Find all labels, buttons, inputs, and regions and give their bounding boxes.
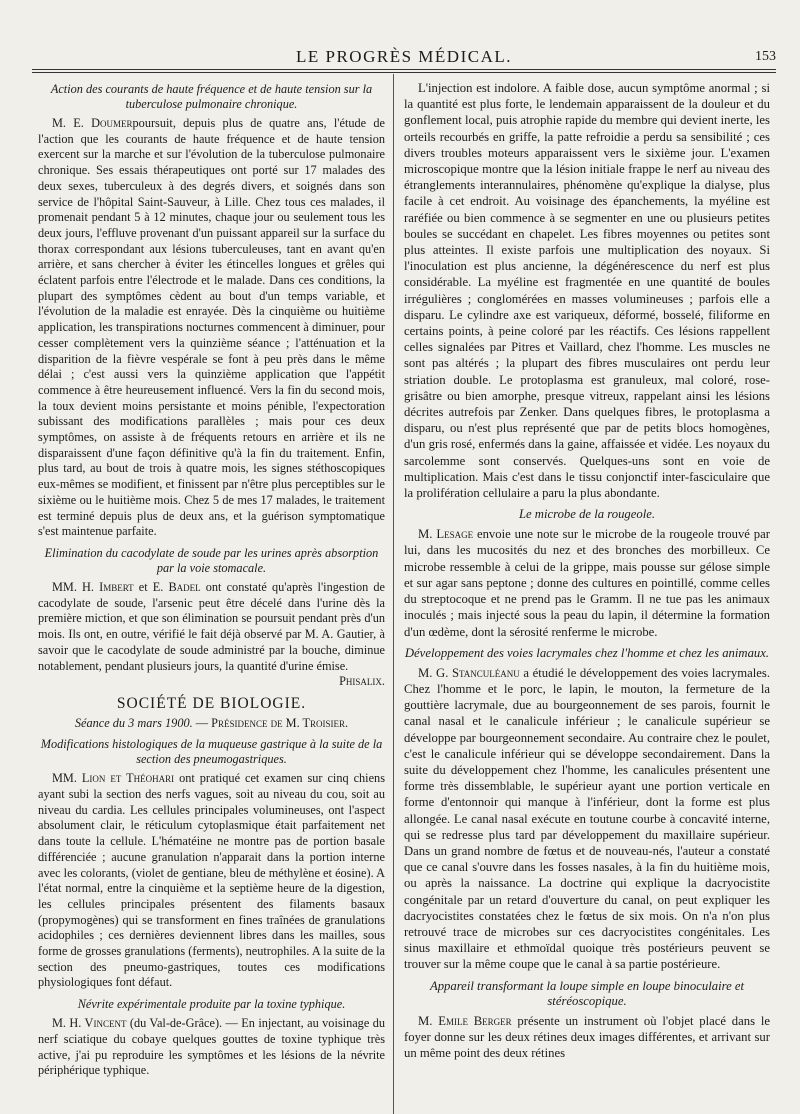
author-name: MM. Lion et Théohari — [52, 771, 175, 786]
section-title: Développement des voies lacrymales chez l'homme et chez les animaux. — [404, 645, 770, 660]
author-name: M. E. Doumer — [52, 116, 133, 130]
header-rule — [32, 69, 776, 70]
section-title: Elimination du cacodylate de soude par les urines après absorption par la voie stomacale. — [44, 545, 379, 575]
paragraph — [38, 771, 385, 991]
paragraph — [38, 580, 385, 674]
author-name: M. Emile Berger — [418, 1013, 512, 1028]
paragraph — [404, 1013, 770, 1062]
signature: Phisalix. — [339, 674, 385, 689]
author-name: M. H. Vincent — [52, 1016, 127, 1031]
paragraph-text: poursuit, depuis plus de quatre ans, l'étude de l'action que les courants de haute fréquence et de haute tension exercent sur la marche et sur l'évolution de la tuberculose pulmonaire chronique. Ses essais thérapeutiques ont porté sur 17 malades des deux sexes, tuberculeux à des degrés divers, et soignés dans son service de l'hôpital Saint-Sauveur, à Lille. Chez tous ces malades, il promenait pendant 5 à 12 minutes, chaque jour ou seulement tous les deux jours, l'effluve provenant d'un puissant appareil sur la surface du thorax correspondant aux lésions tuberculeuses, tant en avant qu'en arrière, et sans chercher à éviter les étincelles longues et grêles qui éclatent parfois entre l'électrode et le malade. Dans ces conditions, la plupart des symptômes cèdent au bout d'un temps variable, et l'évolution de la maladie est enrayée. Dès la cinquième ou huitième application, les transpirations nocturnes commencent à diminuer, pour cesser complètement vers la quinzième séance ; l'atténuation et la disparition de la fièvre vespérale se font à peu près dans le même délai ; c'est aussi vers la quinzième application que l'appétit commence à être heureusement influencé. Vers la fin du second mois, la toux devient moins persistante et moins pénible, l'expectoration subissant des modifications parallèles ; mais pour ces deux symptômes, on assiste à de fréquents retours en arrière et ils ne disparaissent d'une façon définitive qu'à la fin du traitement. Enfin, plus tard, au bout de trois à quatre mois, les signes stéthoscopiques eux-mêmes se modifient, et finissent par n'être plus perceptibles sur le sixième ou le huitième mois. Chez 5 de mes 17 malades, le traitement est terminé depuis plus de deux ans, et la guérison symptomatique s'est maintenue parfaite. — [38, 116, 386, 539]
right-column — [404, 80, 770, 1061]
header-rule-double — [32, 72, 776, 73]
journal-title: LE PROGRÈS MÉDICAL. — [296, 47, 512, 66]
paragraph-text: a étudié le développement des voies lacrymales. Chez l'homme et le porc, le lapin, le mouton, la fermeture de la gouttière lacrymale, due au bourgeonnement de ses parois, fournit le canal nasal et le canalicule inférieur ; le canalicule supérieur se développe par bourgeonnement secondaire. Au contraire chez le poulet, c'est le canalicule inférieur qui se développe secondairement. Dans la suite du développement chez l'homme, les canalicules présentent une forme très dissemblable, le supérieur ayant une portion verticale en forme d'entonnoir qui manque à l'inférieur, dont la forme est plus allongée. Le canal nasal exécute en toutune courbe à concavité interne, qui se redresse plus tard par développement du maxillaire supérieur. Dans un grand nombre de fœtus et de nouveau-nés, l'auteur a constaté que ce canal s'ouvre dans les fosses nasales, à la fin du huitième mois, ou après la naissance. La doctrine qui explique la dacryocistite congénitale par un retard d'ouverture du canal, on peut expliquer les dacryocistites constatées chez le fœtus de six mois. On n'a n'on plus retrouvé trace de microbes sur ces dacryocistites congénitales. Les sinus maxillaire et ethmoïdal quoique très postérieurs peuvent se trouver sur la même coupe que le canal à sa partie postérieure. — [404, 665, 770, 972]
paragraph — [404, 665, 770, 973]
running-header — [32, 46, 776, 68]
society-heading: SOCIÉTÉ DE BIOLOGIE. — [116, 694, 307, 712]
paragraph-text: présente un instrument où l'objet placé dans le foyer donne sur les deux rétines deux images différentes, et arrivant sur un même point des deux rétines — [404, 1013, 770, 1060]
section-title: Névrite expérimentale produite par la toxine typhique. — [77, 997, 346, 1012]
section-title: Le microbe de la rougeole. — [518, 507, 656, 522]
conjunction: et — [133, 579, 153, 594]
author-name: M. Lesage — [418, 527, 474, 542]
paragraph: L'injection est indolore. A faible dose, aucun symptôme anormal ; si la quantité est plus forte, le lendemain apparaissent de la douleur et du gonflement local, puis atrophie rapide du membre qui devient inerte, les orteils recourbés en griffe, la patte refroidie a perdu sa sensibilité ; ces divers troubles moteurs apparaissent vers le sixième jour. L'examen microscopique montre que la lésion initiale frappe le nerf au niveau des étranglements interannulaires, phénomène qu'explique la dialyse, plus facile à cet endroit. Au voisinage des épanchements, la myéline est raréfiée ou bien commence à se segmenter en une ou plusieurs petites boules se succédant en chapelet. Les fibres moyennes ou petites sont plus atteintes. Il existe parfois une multiplication des noyaux. Si l'inoculation est plus ancienne, la dégénérescence du nerf est plus considérable. La myéline est fragmentée en une quantité de boules irrégulières ; conglomérées en masses volumineuses ; parfois elle a disparu. Le cylindre axe est variqueux, déformé, bosselé, filiforme en certains points, à peine coloré par les réactifs. Ces lésions rappellent celles signalées par Pitres et Vaillard, chez l'homme. Les muscles ne sont pas altérés ; la plupart des fibres musculaires ont perdu leur striation double. Le protoplasma est granuleux, mal coloré, rose-grisâtre ou bien amorphe, presque vitreux, rappelant ainsi les lésions décrites autrefois par Zenker. Dans quelques fibres, le protoplasma a disparu, ou n'est plus représenté que par de petits blocs homogènes, d'un gris rosé, enfermés dans la gaine, affaissée et vidée. Les noyaux du sarcolemme sont conservés. Quelques-uns sont en voie de multiplication. Mais c'est dans le tissu conjonctif inter-fasciculaire que la prolifération cellulaire a paru la plus abondante. — [404, 81, 770, 501]
seance-line — [38, 716, 385, 732]
column-divider — [393, 74, 394, 1114]
paragraph-text: ont constaté qu'après l'ingestion de cacodylate de soude, l'arsenic peut être décelé dans l'urine dès la première miction, et que son élimination se poursuit pendant près d'un mois. Ils ont, en outre, vérifié le fait déjà observé par M. A. Gautier, à savoir que le cacodylate de soude administré par la bouche, diminue notablement, pendant plusieurs jours, la quantité d'urine émise. — [38, 579, 385, 673]
paragraph — [404, 526, 770, 639]
author-name: E. Badel — [152, 579, 201, 594]
paragraph-text: ont pratiqué cet examen sur cinq chiens ayant subi la section des nerfs vagues, soit au niveau du cou, soit au niveau du cardia. Les cellules principales volumineuses, ont l'aspect absolument clair, le réticulum cytoplasmique était parfaitement net dans toute la cellule. L'hématéine ne montre pas de portion basale différenciée ; aucune granulation n'apparait dans la portion interne avec les colorants, (violet de gentiane, bleu de méthylène et éosine). A l'état normal, entre la cinquième et la septième heure de la digestion, les cellules principales présentent des filaments basaux (propymogènes) qui se transforment en fines traînées de granulations acidophiles ; ces dernières deviennent libres dans les mailles, sous forme de grosses granulations (ferments), neutrophiles. A la suite de la section des pneumo-gastriques, toutes ces modifications physiologiques font défaut. — [38, 771, 385, 990]
paragraph-text: envoie une note sur le microbe de la rougeole trouvé par lui, dans les mucosités du nez et des bronches des morbilleux. Ce microbe ressemble à celui de la grippe, mais pousse sur gélose simple et sur agar sans peptone ; donne des cultures en pointillé, comme celles du streptocoque et ne prend pas le Gramm. Il ne tue pas les animaux inoculés ; mais injecté sous la peau du lapin, il détermine la formation d'un œdème, dont la sérosité renferme le microbe. — [404, 527, 770, 639]
paragraph — [38, 116, 385, 540]
section-title: Action des courants de haute fréquence et de haute tension sur la tuberculose pulmonaire chronique. — [50, 82, 373, 111]
seance-date: Séance du 3 mars 1900. — [74, 715, 193, 730]
author-name: MM. H. Imbert — [52, 579, 134, 594]
paragraph-text: (du Val-de-Grâce). — En injectant, au voisinage du nerf sciatique du cobaye quelques gouttes de toxine typhique très active, j'ai pu reproduire les symptômes et les lésions de la névrite périphérique typhique. — [38, 1016, 385, 1078]
section-title: Appareil transformant la loupe simple en loupe binoculaire et stéréoscopique. — [429, 978, 745, 1008]
section-title: Modifications histologiques de la muqueuse gastrique à la suite de la section des pneumogastriques. — [40, 737, 383, 767]
page-number: 153 — [755, 49, 776, 64]
author-name: M. G. Stanculéanu — [418, 665, 520, 680]
left-column — [38, 80, 385, 1079]
paragraph — [38, 1016, 385, 1079]
journal-page — [32, 0, 776, 1114]
presidence: — Présidence de M. Troisier. — [192, 715, 349, 730]
